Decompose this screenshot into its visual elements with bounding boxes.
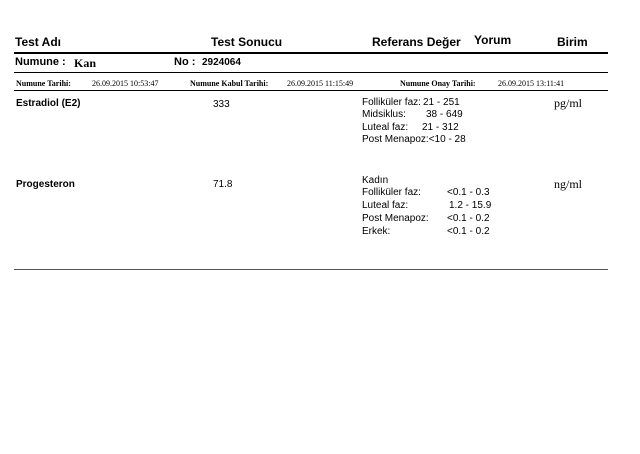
kabul-tarihi-value: 26.09.2015 11:15:49 (287, 79, 354, 88)
ref-value: <0.1 - 0.3 (447, 187, 490, 198)
ref-label: Erkek: (362, 226, 391, 237)
ref-label: Luteal faz: (362, 200, 409, 211)
test-name-progesteron: Progesteron (16, 179, 75, 190)
unit-progesteron: ng/ml (554, 177, 583, 191)
numune-label: Numune : (15, 56, 66, 68)
ref-value: 38 - 649 (426, 109, 463, 120)
column-header-birim: Birim (557, 35, 588, 49)
kabul-tarihi-label: Numune Kabul Tarihi: (190, 79, 269, 88)
numune-value: Kan (74, 56, 97, 70)
no-value: 2924064 (202, 57, 241, 68)
sample-divider (14, 72, 608, 73)
ref-value: 1.2 - 15.9 (449, 200, 492, 211)
column-header-test-sonucu: Test Sonucu (211, 35, 283, 49)
ref-value: 21 - 251 (423, 97, 460, 108)
numune-tarihi-label: Numune Tarihi: (16, 79, 71, 88)
numune-tarihi-value: 26.09.2015 10:53:47 (92, 79, 159, 88)
column-header-referans-deger: Referans Değer (372, 35, 461, 49)
dates-divider (14, 90, 608, 91)
onay-tarihi-value: 26.09.2015 13:11:41 (498, 79, 565, 88)
unit-estradiol: pg/ml (554, 96, 583, 110)
column-header-test-adi: Test Adı (15, 35, 62, 49)
column-header-yorum: Yorum (474, 33, 512, 47)
header-divider (14, 52, 608, 54)
ref-label: Folliküler faz: (362, 97, 421, 108)
ref-label: Folliküler faz: (362, 187, 421, 198)
test-result-progesteron: 71.8 (213, 179, 233, 190)
test-name-estradiol: Estradiol (E2) (16, 98, 81, 109)
ref-label: Post Menapoz:<10 - 28 (362, 134, 466, 145)
onay-tarihi-label: Numune Onay Tarihi: (400, 79, 476, 88)
results-bottom-divider (14, 269, 608, 270)
ref-value: 21 - 312 (422, 122, 459, 133)
ref-value: <0.1 - 0.2 (447, 213, 490, 224)
ref-label: Luteal faz: (362, 122, 409, 133)
test-result-estradiol: 333 (213, 99, 230, 110)
ref-label: Kadın (362, 175, 389, 186)
ref-value: <0.1 - 0.2 (447, 226, 490, 237)
ref-label: Post Menapoz: (362, 213, 429, 224)
no-label: No : (174, 56, 196, 68)
ref-label: Midsiklus: (362, 109, 406, 120)
